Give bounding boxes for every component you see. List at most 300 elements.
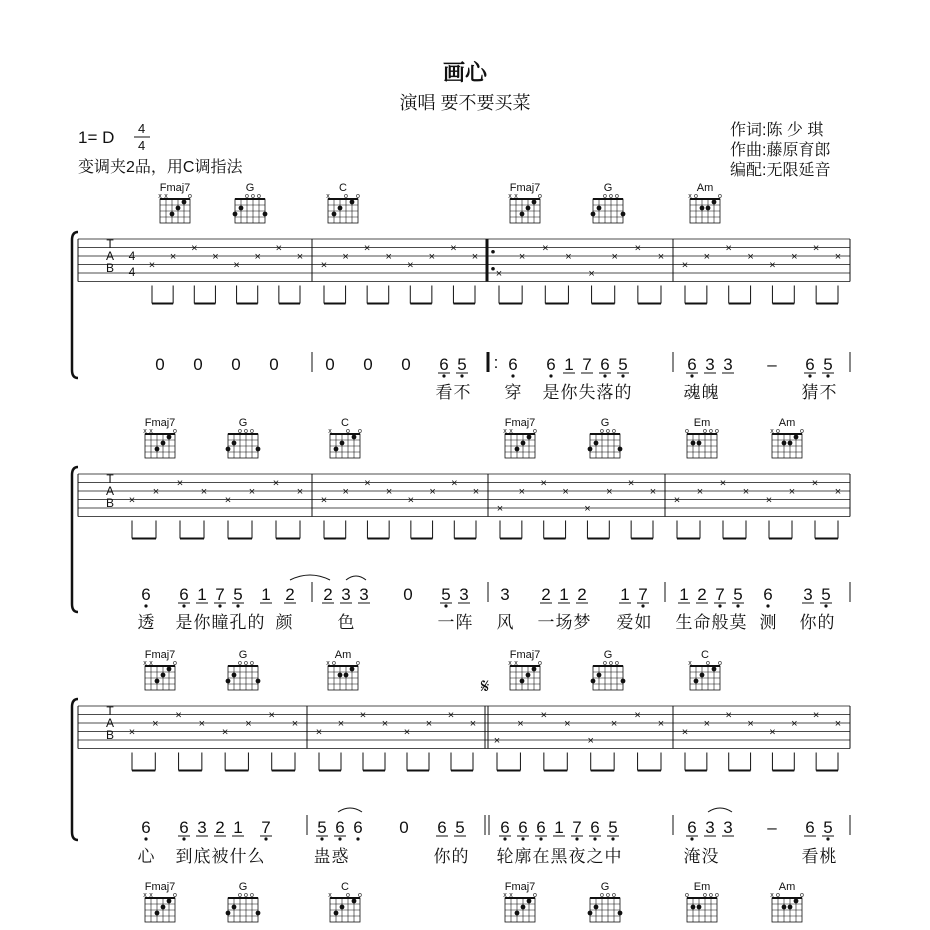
jianpu-note: 3 bbox=[500, 585, 510, 604]
tab-note-mark: × bbox=[493, 735, 501, 747]
tab-note-mark: × bbox=[681, 726, 689, 739]
jianpu-note: 7 bbox=[215, 585, 225, 604]
tab-note-mark: × bbox=[719, 477, 727, 490]
chord-finger-dot bbox=[618, 447, 623, 452]
chord-finger-dot bbox=[588, 911, 593, 916]
jianpu-low-dot bbox=[718, 604, 721, 607]
lyric-char: 爱 bbox=[616, 613, 634, 632]
chord-open-mute-mark: o bbox=[346, 892, 350, 899]
jianpu-note: 6 bbox=[687, 818, 697, 837]
lyric-char: 中 bbox=[604, 847, 622, 866]
chord-name: G bbox=[238, 881, 248, 893]
jianpu-note: 6 bbox=[353, 818, 363, 837]
chord-open-mute-mark: o bbox=[538, 660, 542, 667]
jianpu-note: 2 bbox=[577, 585, 587, 604]
chord-finger-dot bbox=[594, 441, 599, 446]
chord-diagram-em bbox=[685, 881, 719, 922]
chord-finger-dot bbox=[350, 200, 355, 205]
chord-open-mute-mark: o bbox=[615, 193, 619, 200]
chord-diagram-am bbox=[688, 182, 722, 223]
jianpu-note: 6 bbox=[546, 355, 556, 374]
chord-diagram-fmaj7 bbox=[143, 649, 177, 690]
credit-arranger: 编配:无限延音 bbox=[730, 162, 831, 179]
system-3 bbox=[72, 649, 850, 866]
system-2 bbox=[72, 417, 850, 632]
chord-open-mute-mark: o bbox=[533, 892, 537, 899]
song-title: 画心 bbox=[442, 60, 488, 85]
chord-finger-dot bbox=[794, 899, 799, 904]
chord-finger-dot bbox=[256, 679, 261, 684]
chord-finger-dot bbox=[618, 911, 623, 916]
chord-open-mute-mark: o bbox=[715, 892, 719, 899]
chord-name: Fmaj7 bbox=[144, 417, 176, 429]
chord-finger-dot bbox=[782, 905, 787, 910]
jianpu-low-dot bbox=[539, 837, 542, 840]
chord-finger-dot bbox=[167, 667, 172, 672]
jianpu-note: 0 bbox=[231, 355, 241, 374]
tab-note-mark: × bbox=[769, 259, 776, 272]
jianpu-low-dot bbox=[218, 604, 221, 607]
chord-open-mute-mark: o bbox=[173, 892, 177, 899]
chord-name: Fmaj7 bbox=[144, 881, 176, 893]
chord-name: Em bbox=[693, 881, 711, 893]
tab-note-mark: × bbox=[703, 718, 711, 730]
lyric-char: 么 bbox=[247, 847, 265, 866]
tab-note-mark: × bbox=[634, 709, 641, 722]
lyric-char: 的 bbox=[247, 613, 265, 632]
tab-note-mark: × bbox=[587, 735, 594, 747]
chord-open-mute-mark: o bbox=[609, 193, 613, 200]
lyric-char: 黑 bbox=[550, 847, 568, 866]
jianpu-note: 5 bbox=[441, 585, 451, 604]
tab-note-mark: × bbox=[363, 242, 371, 255]
chord-finger-dot bbox=[232, 673, 237, 678]
lyric-char: 惑 bbox=[331, 847, 349, 866]
jianpu-note: 6 bbox=[763, 585, 773, 604]
tab-note-mark: × bbox=[175, 709, 182, 722]
tie-arc bbox=[346, 576, 366, 580]
chord-diagram-em bbox=[685, 417, 719, 458]
chord-open-mute-mark: o bbox=[685, 428, 689, 435]
chord-open-mute-mark: o bbox=[612, 892, 616, 899]
tab-note-mark: × bbox=[254, 251, 261, 263]
key-signature: 1= D bbox=[78, 128, 115, 147]
jianpu-note: 6 bbox=[600, 355, 610, 374]
chord-open-mute-mark: o bbox=[238, 892, 242, 899]
tab-note-mark: × bbox=[407, 259, 414, 272]
chord-open-mute-mark: o bbox=[358, 892, 362, 899]
chord-open-mute-mark: o bbox=[718, 660, 722, 667]
jianpu-note: 5 bbox=[455, 818, 465, 837]
chord-open-mute-mark: o bbox=[245, 193, 249, 200]
tab-note-mark: × bbox=[191, 242, 198, 255]
chord-finger-dot bbox=[176, 206, 181, 211]
chord-finger-dot bbox=[167, 899, 172, 904]
chord-open-mute-mark: o bbox=[538, 193, 542, 200]
jianpu-low-dot bbox=[593, 837, 596, 840]
chord-name: Fmaj7 bbox=[509, 649, 541, 661]
chord-diagram-am bbox=[770, 881, 804, 922]
tab-note-mark: × bbox=[725, 242, 732, 255]
chord-finger-dot bbox=[526, 673, 531, 678]
tab-note-mark: × bbox=[291, 718, 299, 730]
jianpu-note: 5 bbox=[733, 585, 743, 604]
jianpu-low-dot bbox=[320, 837, 323, 840]
chord-finger-dot bbox=[226, 447, 231, 452]
chord-diagram-fmaj7 bbox=[503, 881, 537, 922]
time-signature-top: 4 bbox=[138, 121, 146, 136]
jianpu-note: 6 bbox=[179, 818, 189, 837]
jianpu-low-dot bbox=[611, 837, 614, 840]
chord-finger-dot bbox=[338, 673, 343, 678]
lyric-char: 生 bbox=[675, 613, 693, 632]
system-bracket bbox=[72, 232, 78, 378]
chord-diagram-g bbox=[226, 881, 261, 922]
tab-note-mark: × bbox=[245, 718, 252, 730]
chord-finger-dot bbox=[232, 441, 237, 446]
tab-note-mark: × bbox=[385, 486, 393, 498]
jianpu-low-dot bbox=[736, 604, 739, 607]
chord-open-mute-mark: o bbox=[600, 428, 604, 435]
jianpu-low-dot bbox=[511, 374, 514, 377]
tab-note-mark: × bbox=[200, 486, 208, 498]
tie-arc bbox=[708, 808, 732, 812]
jianpu-note: 6 bbox=[500, 818, 510, 837]
chord-diagram-fmaj7 bbox=[143, 417, 177, 458]
tab-staff bbox=[78, 237, 850, 304]
jianpu-note: 3 bbox=[723, 355, 733, 374]
chord-finger-dot bbox=[788, 441, 793, 446]
chord-finger-dot bbox=[788, 905, 793, 910]
chord-name: Am bbox=[696, 182, 714, 194]
chord-name: Fmaj7 bbox=[144, 649, 176, 661]
jianpu-note: 2 bbox=[323, 585, 333, 604]
chord-finger-dot bbox=[170, 212, 175, 217]
tab-note-mark: × bbox=[451, 477, 458, 490]
tab-clef-letter: B bbox=[105, 728, 115, 742]
tab-note-mark: × bbox=[742, 486, 750, 498]
chord-finger-dot bbox=[515, 911, 520, 916]
tab-note-mark: × bbox=[791, 251, 798, 263]
jianpu-note: 1 bbox=[233, 818, 243, 837]
tab-note-mark: × bbox=[649, 486, 657, 498]
chord-open-mute-mark: x bbox=[770, 892, 774, 899]
lyric-char: 如 bbox=[634, 613, 652, 632]
jianpu-note: 7 bbox=[715, 585, 725, 604]
jianpu-note: 7 bbox=[582, 355, 592, 374]
chord-finger-dot bbox=[334, 911, 339, 916]
chord-name: C bbox=[341, 417, 349, 429]
chord-finger-dot bbox=[232, 905, 237, 910]
chord-finger-dot bbox=[520, 212, 525, 217]
tab-note-mark: × bbox=[747, 251, 754, 263]
lyric-char: 心 bbox=[137, 847, 155, 866]
repeat-colon: : bbox=[493, 353, 499, 372]
chord-open-mute-mark: x bbox=[514, 193, 518, 200]
chord-finger-dot bbox=[691, 441, 696, 446]
jianpu-note: 3 bbox=[723, 818, 733, 837]
jianpu-note: 1 bbox=[261, 585, 271, 604]
tab-note-mark: × bbox=[233, 259, 240, 272]
tab-note-mark: × bbox=[610, 718, 618, 730]
chord-finger-dot bbox=[161, 441, 166, 446]
tab-note-mark: × bbox=[148, 259, 156, 272]
jianpu-note: 0 bbox=[399, 818, 409, 837]
chord-open-mute-mark: o bbox=[606, 428, 610, 435]
jianpu-note: 0 bbox=[269, 355, 279, 374]
chord-open-mute-mark: o bbox=[358, 428, 362, 435]
tab-note-mark: × bbox=[152, 718, 159, 730]
lyric-char: 的 bbox=[614, 383, 632, 402]
jianpu-note: 6 bbox=[805, 355, 815, 374]
chord-name: C bbox=[701, 649, 709, 661]
lyric-char: 没 bbox=[701, 847, 719, 866]
chord-finger-dot bbox=[597, 206, 602, 211]
chord-name: Fmaj7 bbox=[504, 881, 536, 893]
jianpu-note: 6 bbox=[687, 355, 697, 374]
chord-name: G bbox=[238, 649, 248, 661]
jianpu-note: 1 bbox=[564, 355, 574, 374]
chord-diagram-am bbox=[326, 649, 360, 690]
chord-name: Fmaj7 bbox=[159, 182, 191, 194]
chord-finger-dot bbox=[155, 911, 160, 916]
chord-finger-dot bbox=[527, 899, 532, 904]
lyric-char: 淹 bbox=[683, 847, 701, 866]
tab-clef-letter: A bbox=[105, 484, 115, 498]
lyric-char: 魄 bbox=[701, 383, 719, 402]
lyric-char: 廓 bbox=[514, 847, 532, 866]
tab-clef-letter: T bbox=[106, 472, 114, 486]
tab-note-mark: × bbox=[364, 477, 371, 490]
tab-note-mark: × bbox=[296, 251, 304, 263]
credit-composer: 作曲:藤原育郎 bbox=[730, 142, 831, 159]
tab-note-mark: × bbox=[673, 494, 681, 507]
jianpu-low-dot bbox=[442, 374, 445, 377]
system-bracket bbox=[72, 467, 78, 612]
chord-finger-dot bbox=[155, 679, 160, 684]
chord-open-mute-mark: x bbox=[508, 193, 512, 200]
jianpu-low-dot bbox=[690, 837, 693, 840]
tab-note-mark: × bbox=[562, 486, 569, 498]
tab-note-mark: × bbox=[169, 251, 177, 263]
chord-finger-dot bbox=[233, 212, 238, 217]
tab-note-mark: × bbox=[765, 494, 773, 507]
lyric-char: 失 bbox=[578, 383, 596, 402]
jianpu-note: 7 bbox=[261, 818, 271, 837]
jianpu-note: 2 bbox=[697, 585, 707, 604]
chord-finger-dot bbox=[597, 673, 602, 678]
tab-note-mark: × bbox=[540, 477, 547, 490]
jianpu-note: 5 bbox=[233, 585, 243, 604]
chord-open-mute-mark: o bbox=[250, 660, 254, 667]
tab-note-mark: × bbox=[834, 486, 842, 498]
chord-finger-dot bbox=[621, 679, 626, 684]
jianpu-low-dot bbox=[603, 374, 606, 377]
chord-finger-dot bbox=[344, 673, 349, 678]
chord-open-mute-mark: x bbox=[509, 892, 513, 899]
chord-open-mute-mark: o bbox=[244, 660, 248, 667]
chord-open-mute-mark: x bbox=[164, 193, 168, 200]
jianpu-note: 2 bbox=[285, 585, 295, 604]
tab-note-mark: × bbox=[320, 494, 328, 507]
tab-note-mark: × bbox=[627, 477, 635, 490]
chord-diagram-fmaj7 bbox=[508, 182, 542, 223]
jianpu-note: 0 bbox=[363, 355, 373, 374]
jianpu-note: 1 bbox=[679, 585, 689, 604]
chord-name: G bbox=[600, 417, 610, 429]
chord-open-mute-mark: x bbox=[688, 660, 692, 667]
jianpu-note: 3 bbox=[459, 585, 469, 604]
chord-finger-dot bbox=[332, 212, 337, 217]
jianpu-note: 6 bbox=[536, 818, 546, 837]
lyric-char: 透 bbox=[137, 613, 155, 632]
jianpu-low-dot bbox=[826, 374, 829, 377]
chord-name: C bbox=[341, 881, 349, 893]
chord-open-mute-mark: x bbox=[143, 892, 147, 899]
tab-note-mark: × bbox=[212, 251, 219, 263]
chord-diagram-am bbox=[770, 417, 804, 458]
jianpu-note: 1 bbox=[197, 585, 207, 604]
jianpu-note: 6 bbox=[179, 585, 189, 604]
chord-finger-dot bbox=[520, 679, 525, 684]
chord-finger-dot bbox=[521, 905, 526, 910]
jianpu-note: 3 bbox=[803, 585, 813, 604]
chord-finger-dot bbox=[263, 212, 268, 217]
chord-open-mute-mark: o bbox=[238, 428, 242, 435]
jianpu-note: 6 bbox=[437, 818, 447, 837]
chord-open-mute-mark: x bbox=[508, 660, 512, 667]
tab-time-bottom: 4 bbox=[128, 265, 136, 279]
lyric-char: 不 bbox=[453, 383, 471, 402]
jianpu-low-dot bbox=[338, 837, 341, 840]
chord-open-mute-mark: o bbox=[238, 660, 242, 667]
chord-finger-dot bbox=[706, 206, 711, 211]
chord-open-mute-mark: o bbox=[800, 892, 804, 899]
chord-open-mute-mark: x bbox=[509, 428, 513, 435]
chord-finger-dot bbox=[700, 206, 705, 211]
tab-note-mark: × bbox=[588, 268, 595, 280]
system-4 bbox=[143, 881, 804, 922]
jianpu-note: 3 bbox=[341, 585, 351, 604]
chord-open-mute-mark: x bbox=[326, 193, 330, 200]
chord-open-mute-mark: x bbox=[149, 428, 153, 435]
chord-finger-dot bbox=[532, 200, 537, 205]
lyric-char: 的 bbox=[817, 613, 835, 632]
tab-clef-letter: B bbox=[105, 261, 115, 275]
tab-note-mark: × bbox=[407, 494, 415, 507]
segno-sign: 𝄋 bbox=[480, 676, 490, 698]
lyric-char: 风 bbox=[496, 613, 514, 632]
chord-open-mute-mark: o bbox=[709, 428, 713, 435]
chord-open-mute-mark: o bbox=[244, 428, 248, 435]
lyric-char: 在 bbox=[532, 847, 550, 866]
jianpu-note: 0 bbox=[403, 585, 413, 604]
chord-open-mute-mark: x bbox=[143, 660, 147, 667]
tab-clef-letter: A bbox=[105, 716, 115, 730]
jianpu-note: 6 bbox=[590, 818, 600, 837]
tab-note-mark: × bbox=[834, 718, 842, 730]
tab-note-mark: × bbox=[518, 486, 526, 498]
tab-note-mark: × bbox=[703, 251, 711, 263]
lyric-char: 你 bbox=[799, 613, 817, 632]
jianpu-note: 1 bbox=[554, 818, 564, 837]
chord-open-mute-mark: x bbox=[328, 892, 332, 899]
tab-note-mark: × bbox=[542, 242, 549, 255]
jianpu-low-dot bbox=[575, 837, 578, 840]
chord-name: Em bbox=[693, 417, 711, 429]
jianpu-note: 6 bbox=[508, 355, 518, 374]
lyric-char: 孔 bbox=[229, 613, 247, 632]
chord-open-mute-mark: o bbox=[250, 892, 254, 899]
chord-open-mute-mark: o bbox=[346, 428, 350, 435]
chord-open-mute-mark: o bbox=[706, 660, 710, 667]
lyric-char: 的 bbox=[451, 847, 469, 866]
chord-open-mute-mark: o bbox=[715, 428, 719, 435]
lyric-char: 你 bbox=[560, 383, 578, 402]
chord-finger-dot bbox=[161, 673, 166, 678]
chord-open-mute-mark: o bbox=[609, 660, 613, 667]
chord-diagram-g bbox=[591, 182, 626, 223]
jianpu-low-dot bbox=[264, 837, 267, 840]
chord-finger-dot bbox=[352, 435, 357, 440]
chord-open-mute-mark: o bbox=[685, 892, 689, 899]
tab-note-mark: × bbox=[198, 718, 206, 730]
chord-open-mute-mark: x bbox=[158, 193, 162, 200]
lyric-char: 魂 bbox=[683, 383, 701, 402]
tab-note-mark: × bbox=[565, 251, 572, 263]
chord-open-mute-mark: o bbox=[703, 892, 707, 899]
chord-name: Fmaj7 bbox=[504, 417, 536, 429]
chord-open-mute-mark: o bbox=[709, 892, 713, 899]
chord-diagram-g bbox=[588, 417, 623, 458]
tab-clef-letter: B bbox=[105, 496, 115, 510]
chord-open-mute-mark: x bbox=[503, 428, 507, 435]
tab-note-mark: × bbox=[385, 251, 392, 263]
chord-open-mute-mark: x bbox=[326, 660, 330, 667]
jianpu-low-dot bbox=[621, 374, 624, 377]
tab-note-mark: × bbox=[152, 486, 160, 498]
tab-note-mark: × bbox=[275, 242, 283, 255]
lyric-char: 瞳 bbox=[211, 613, 229, 632]
lyric-char: 般 bbox=[711, 613, 729, 632]
tab-note-mark: × bbox=[518, 251, 526, 263]
chord-open-mute-mark: o bbox=[244, 892, 248, 899]
chord-name: Fmaj7 bbox=[509, 182, 541, 194]
chord-finger-dot bbox=[340, 441, 345, 446]
jianpu-note: 7 bbox=[638, 585, 648, 604]
tab-note-mark: × bbox=[128, 726, 136, 739]
jianpu-note: 6 bbox=[141, 818, 151, 837]
chord-finger-dot bbox=[515, 447, 520, 452]
chord-open-mute-mark: x bbox=[688, 193, 692, 200]
chord-diagram-fmaj7 bbox=[158, 182, 192, 223]
chord-open-mute-mark: o bbox=[694, 193, 698, 200]
chord-diagram-g bbox=[226, 417, 261, 458]
chord-diagram-g bbox=[233, 182, 268, 223]
chord-finger-dot bbox=[340, 905, 345, 910]
chord-diagram-c bbox=[688, 649, 722, 690]
chord-finger-dot bbox=[794, 435, 799, 440]
jianpu-note: 3 bbox=[197, 818, 207, 837]
chord-finger-dot bbox=[697, 905, 702, 910]
jianpu-low-dot bbox=[236, 604, 239, 607]
jianpu-low-dot bbox=[182, 604, 185, 607]
chord-name: Am bbox=[778, 417, 796, 429]
capo-note: 变调夹2品，用C调指法 bbox=[78, 159, 243, 176]
tab-note-mark: × bbox=[342, 486, 349, 498]
lyric-char: 色 bbox=[337, 613, 355, 632]
tab-note-mark: × bbox=[315, 726, 323, 739]
